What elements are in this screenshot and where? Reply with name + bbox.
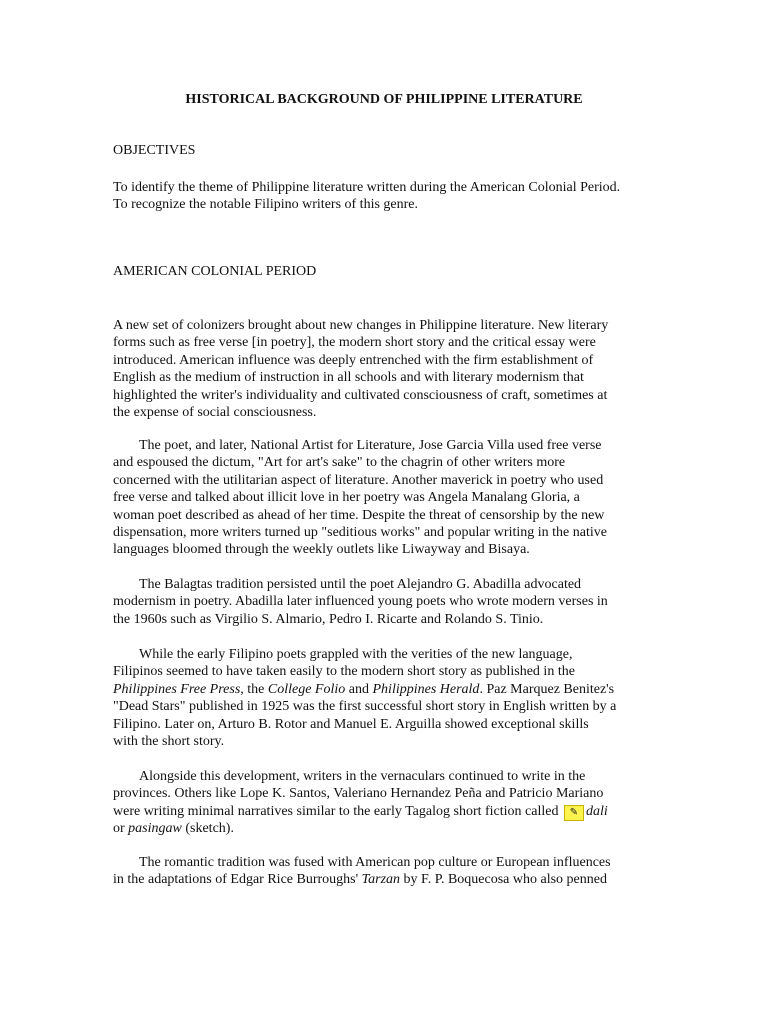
text-line: English as the medium of instruction in all schools and with literary modernism that	[113, 370, 584, 386]
text-segment: (sketch).	[181, 821, 234, 837]
text-line: the expense of social consciousness.	[113, 405, 317, 421]
text-segment: . Paz Marquez Benitez's	[479, 681, 615, 697]
objective-item: To recognize the notable Filipino writers of this genre.	[113, 197, 418, 213]
objectives-list	[113, 179, 658, 214]
text-line: forms such as free verse [in poetry], the modern short story and the critical essay were	[113, 335, 596, 351]
italic-title: Philippines Herald	[372, 681, 480, 697]
text-segment: by F. P. Boquecosa who also penned	[400, 872, 607, 888]
text-line: modernism in poetry. Abadilla later influenced young poets who wrote modern verses in	[113, 594, 608, 610]
objective-item: To identify the theme of Philippine literature written during the American Colonial Period.	[113, 180, 621, 195]
text-line: provinces. Others like Lope K. Santos, Valeriano Hernandez Peña and Patricio Mariano	[113, 786, 604, 802]
paragraph-short-story	[113, 646, 658, 750]
objectives-heading: OBJECTIVES	[113, 143, 196, 158]
italic-title: Tarzan	[361, 872, 401, 888]
paragraph-villa	[113, 437, 658, 559]
text-line: The poet, and later, National Artist for Literature, Jose Garcia Villa used free verse	[139, 438, 602, 453]
sticky-note-icon[interactable]: ✎	[564, 805, 584, 821]
text-line: highlighted the writer's individuality and cultivated consciousness of craft, sometimes at	[113, 387, 608, 403]
text-line: and espoused the dictum, "Art for art's sake" to the chagrin of other writers more	[113, 455, 566, 471]
italic-title: Philippines Free Press	[113, 681, 241, 697]
text-line-with-italics	[113, 820, 658, 837]
text-line: the 1960s such as Virgilio S. Almario, Pedro I. Ricarte and Rolando S. Tinio.	[113, 611, 544, 627]
text-line: Filipino. Later on, Arturo B. Rotor and Manuel E. Arguilla showed exceptional skills	[113, 716, 589, 732]
text-line: dispensation, more writers turned up "seditious works" and popular writing in the native	[113, 525, 607, 541]
text-line: The Balagtas tradition persisted until the poet Alejandro G. Abadilla advocated	[139, 577, 582, 592]
paragraph-vernaculars	[113, 768, 658, 838]
text-line: free verse and talked about illicit love in her poetry was Angela Manalang Gloria, a	[113, 490, 580, 506]
text-segment: or	[113, 821, 129, 837]
text-segment: were writing minimal narratives similar to the early Tagalog short fiction called	[113, 803, 562, 819]
italic-term: dali	[585, 803, 608, 819]
text-line-with-italics	[113, 871, 658, 888]
text-line-with-italics	[113, 681, 658, 698]
text-line: woman poet described as ahead of her time. Despite the threat of censorship by the new	[113, 507, 605, 523]
italic-term: pasingaw	[128, 821, 182, 837]
section-heading: AMERICAN COLONIAL PERIOD	[113, 264, 317, 279]
paragraph-balagtas	[113, 576, 658, 628]
text-line: "Dead Stars" published in 1925 was the first successful short story in English written by a	[113, 699, 617, 715]
italic-title: College Folio	[267, 681, 346, 697]
text-line: Alongside this development, writers in the vernaculars continued to write in the	[139, 769, 586, 784]
paragraph-intro	[113, 317, 658, 421]
text-line: The romantic tradition was fused with American pop culture or European influences	[139, 855, 611, 870]
text-segment: in the adaptations of Edgar Rice Burroughs'	[113, 872, 362, 888]
text-line: concerned with the utilitarian aspect of literature. Another maverick in poetry who used	[113, 472, 604, 488]
text-line-with-note	[113, 803, 658, 820]
text-segment: and	[345, 681, 373, 697]
document-title: HISTORICAL BACKGROUND OF PHILIPPINE LITERATURE	[185, 92, 583, 107]
text-line: While the early Filipino poets grappled with the verities of the new language,	[139, 647, 573, 662]
text-line: languages bloomed through the weekly outlets like Liwayway and Bisaya.	[113, 542, 530, 558]
text-line: introduced. American influence was deeply entrenched with the firm establishment of	[113, 352, 594, 368]
text-segment: , the	[240, 681, 268, 697]
paragraph-romantic	[113, 854, 658, 889]
text-line: Filipinos seemed to have taken easily to the modern short story as published in the	[113, 664, 575, 680]
text-line: with the short story.	[113, 734, 225, 750]
text-line: A new set of colonizers brought about new changes in Philippine literature. New literary	[113, 318, 609, 333]
